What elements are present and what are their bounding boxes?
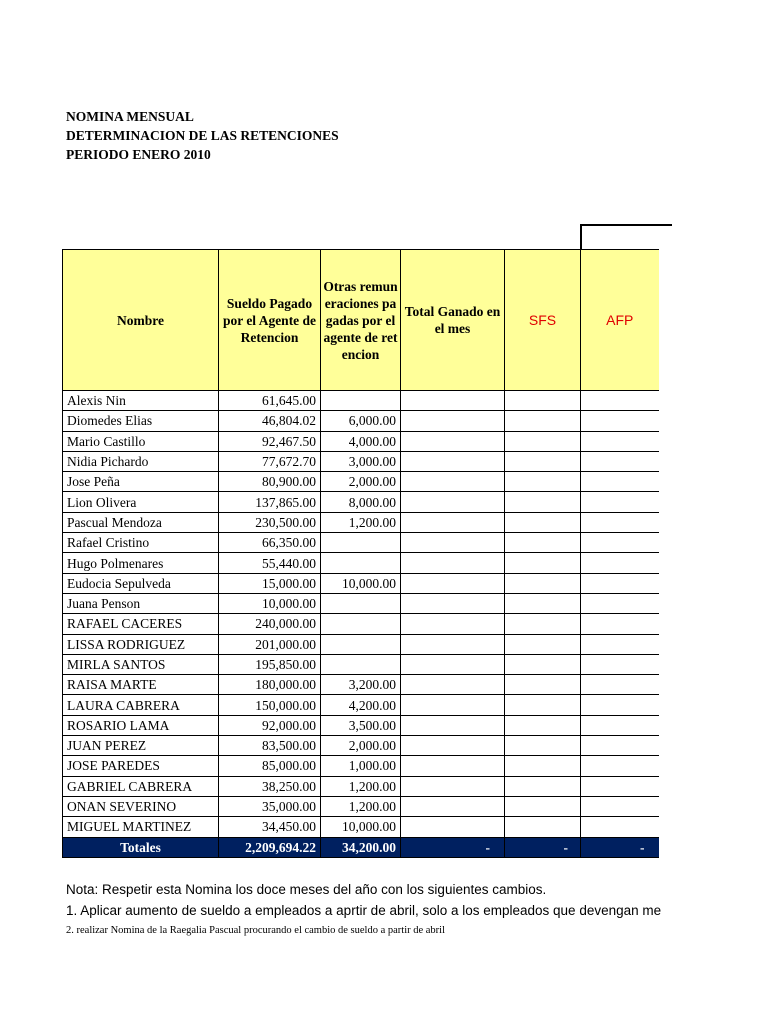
cell-nombre[interactable]: JUAN PEREZ <box>63 736 219 756</box>
table-row <box>63 695 659 715</box>
cell-otras[interactable]: 2,000.00 <box>321 472 401 492</box>
table-row <box>63 776 659 796</box>
header-nombre[interactable]: Nombre <box>63 250 219 391</box>
cell-sueldo[interactable]: 201,000.00 <box>219 634 321 654</box>
cell-otras[interactable]: 1,000.00 <box>321 756 401 776</box>
table-row <box>63 654 659 674</box>
cell-total[interactable] <box>401 736 505 756</box>
cell-border-fragment <box>580 224 672 252</box>
cell-sfs[interactable] <box>505 451 581 471</box>
cell-nombre[interactable]: Lion Olivera <box>63 492 219 512</box>
cell-sfs[interactable] <box>505 695 581 715</box>
cell-otras[interactable]: 1,200.00 <box>321 796 401 816</box>
cell-sueldo[interactable]: 55,440.00 <box>219 553 321 573</box>
cell-sfs[interactable] <box>505 391 581 411</box>
cell-otras[interactable]: 3,200.00 <box>321 675 401 695</box>
cell-nombre[interactable]: Rafael Cristino <box>63 533 219 553</box>
cell-sfs[interactable] <box>505 675 581 695</box>
cell-sfs[interactable] <box>505 512 581 532</box>
cell-otras[interactable] <box>321 654 401 674</box>
table-row <box>63 391 659 411</box>
cell-nombre[interactable]: GABRIEL CABRERA <box>63 776 219 796</box>
cell-otras[interactable]: 4,000.00 <box>321 431 401 451</box>
table-row <box>63 593 659 613</box>
cell-sueldo[interactable]: 195,850.00 <box>219 654 321 674</box>
cell-afp[interactable] <box>581 614 659 634</box>
cell-sueldo[interactable]: 34,450.00 <box>219 817 321 837</box>
report-title <box>66 107 339 164</box>
table-row <box>63 756 659 776</box>
cell-nombre[interactable]: Hugo Polmenares <box>63 553 219 573</box>
totals-label[interactable]: Totales <box>63 837 219 857</box>
cell-otras[interactable]: 8,000.00 <box>321 492 401 512</box>
cell-otras[interactable]: 1,200.00 <box>321 512 401 532</box>
header-sueldo[interactable]: Sueldo Pagado por el Agente de Retencion <box>219 250 321 391</box>
cell-total[interactable] <box>401 391 505 411</box>
table-row <box>63 634 659 654</box>
table-row <box>63 431 659 451</box>
table-row <box>63 472 659 492</box>
header-otras[interactable]: Otras remuneraciones pagadas por el agente de retencion <box>321 250 401 391</box>
cell-sfs[interactable] <box>505 492 581 512</box>
cell-afp[interactable] <box>581 796 659 816</box>
cell-sfs[interactable] <box>505 593 581 613</box>
cell-otras[interactable] <box>321 391 401 411</box>
cell-afp[interactable] <box>581 736 659 756</box>
cell-sfs[interactable] <box>505 756 581 776</box>
cell-sueldo[interactable]: 180,000.00 <box>219 675 321 695</box>
cell-otras[interactable] <box>321 533 401 553</box>
cell-sueldo[interactable]: 15,000.00 <box>219 573 321 593</box>
cell-sueldo[interactable]: 35,000.00 <box>219 796 321 816</box>
cell-total[interactable] <box>401 715 505 735</box>
cell-sfs[interactable] <box>505 472 581 492</box>
cell-sfs[interactable] <box>505 817 581 837</box>
cell-otras[interactable]: 10,000.00 <box>321 573 401 593</box>
cell-total[interactable] <box>401 593 505 613</box>
cell-afp[interactable] <box>581 492 659 512</box>
cell-sfs[interactable] <box>505 411 581 431</box>
cell-total[interactable] <box>401 451 505 471</box>
cell-sueldo[interactable]: 80,900.00 <box>219 472 321 492</box>
cell-afp[interactable] <box>581 573 659 593</box>
header-sfs[interactable]: SFS <box>505 250 581 391</box>
cell-otras[interactable]: 1,200.00 <box>321 776 401 796</box>
cell-sfs[interactable] <box>505 796 581 816</box>
cell-sfs[interactable] <box>505 715 581 735</box>
cell-otras[interactable] <box>321 634 401 654</box>
totals-otras[interactable]: 34,200.00 <box>321 837 401 857</box>
cell-nombre[interactable]: LAURA CABRERA <box>63 695 219 715</box>
cell-nombre[interactable]: Juana Penson <box>63 593 219 613</box>
cell-sfs[interactable] <box>505 573 581 593</box>
cell-sfs[interactable] <box>505 654 581 674</box>
cell-afp[interactable] <box>581 695 659 715</box>
cell-nombre[interactable]: Eudocia Sepulveda <box>63 573 219 593</box>
cell-nombre[interactable]: ONAN SEVERINO <box>63 796 219 816</box>
cell-total[interactable] <box>401 634 505 654</box>
table-row <box>63 817 659 837</box>
cell-sueldo[interactable]: 137,865.00 <box>219 492 321 512</box>
cell-total[interactable] <box>401 533 505 553</box>
cell-otras[interactable]: 6,000.00 <box>321 411 401 431</box>
table-row <box>63 614 659 634</box>
cell-nombre[interactable]: MIGUEL MARTINEZ <box>63 817 219 837</box>
cell-afp[interactable] <box>581 472 659 492</box>
payroll-table <box>62 249 659 858</box>
cell-total[interactable] <box>401 573 505 593</box>
cell-sfs[interactable] <box>505 614 581 634</box>
cell-otras[interactable]: 2,000.00 <box>321 736 401 756</box>
cell-sueldo[interactable]: 150,000.00 <box>219 695 321 715</box>
cell-total[interactable] <box>401 796 505 816</box>
totals-sueldo[interactable]: 2,209,694.22 <box>219 837 321 857</box>
cell-sueldo[interactable]: 83,500.00 <box>219 736 321 756</box>
cell-afp[interactable] <box>581 715 659 735</box>
table-row <box>63 715 659 735</box>
cell-otras[interactable]: 4,200.00 <box>321 695 401 715</box>
totals-afp[interactable]: - <box>581 837 659 857</box>
cell-sueldo[interactable]: 38,250.00 <box>219 776 321 796</box>
cell-sfs[interactable] <box>505 431 581 451</box>
cell-total[interactable] <box>401 492 505 512</box>
cell-total[interactable] <box>401 411 505 431</box>
cell-afp[interactable] <box>581 654 659 674</box>
title-line-1: NOMINA MENSUAL <box>66 109 194 124</box>
cell-total[interactable] <box>401 472 505 492</box>
cell-otras[interactable] <box>321 593 401 613</box>
cell-afp[interactable] <box>581 411 659 431</box>
table-row <box>63 411 659 431</box>
table-row <box>63 573 659 593</box>
cell-nombre[interactable]: Nidia Pichardo <box>63 451 219 471</box>
totals-sfs[interactable]: - <box>505 837 581 857</box>
cell-nombre[interactable]: ROSARIO LAMA <box>63 715 219 735</box>
cell-afp[interactable] <box>581 593 659 613</box>
title-line-3: PERIODO ENERO 2010 <box>66 147 211 162</box>
title-line-2: DETERMINACION DE LAS RETENCIONES <box>66 128 339 143</box>
cell-nombre[interactable]: Diomedes Elias <box>63 411 219 431</box>
cell-total[interactable] <box>401 614 505 634</box>
cell-afp[interactable] <box>581 391 659 411</box>
cell-sfs[interactable] <box>505 736 581 756</box>
header-total[interactable]: Total Ganado en el mes <box>401 250 505 391</box>
cell-afp[interactable] <box>581 776 659 796</box>
cell-sueldo[interactable]: 66,350.00 <box>219 533 321 553</box>
cell-otras[interactable] <box>321 553 401 573</box>
cell-total[interactable] <box>401 654 505 674</box>
cell-sueldo[interactable]: 10,000.00 <box>219 593 321 613</box>
cell-sueldo[interactable]: 77,672.70 <box>219 451 321 471</box>
cell-nombre[interactable]: JOSE PAREDES <box>63 756 219 776</box>
cell-otras[interactable]: 10,000.00 <box>321 817 401 837</box>
totals-row <box>63 837 659 857</box>
table-row <box>63 553 659 573</box>
cell-sueldo[interactable]: 240,000.00 <box>219 614 321 634</box>
cell-total[interactable] <box>401 817 505 837</box>
cell-nombre[interactable]: Jose Peña <box>63 472 219 492</box>
notes-section <box>66 880 661 940</box>
cell-total[interactable] <box>401 512 505 532</box>
cell-otras[interactable] <box>321 614 401 634</box>
cell-sueldo[interactable]: 85,000.00 <box>219 756 321 776</box>
cell-afp[interactable] <box>581 533 659 553</box>
cell-total[interactable] <box>401 553 505 573</box>
cell-afp[interactable] <box>581 634 659 654</box>
cell-sfs[interactable] <box>505 533 581 553</box>
note-line-2: 1. Aplicar aumento de sueldo a empleados a aprtir de abril, solo a los empleados que devengan me <box>66 903 662 918</box>
cell-otras[interactable]: 3,000.00 <box>321 451 401 471</box>
cell-afp[interactable] <box>581 756 659 776</box>
cell-nombre[interactable]: MIRLA SANTOS <box>63 654 219 674</box>
note-line-1: Nota: Respetir esta Nomina los doce meses del año con los siguientes cambios. <box>66 882 547 897</box>
table-row <box>63 451 659 471</box>
cell-afp[interactable] <box>581 553 659 573</box>
cell-total[interactable] <box>401 695 505 715</box>
table-row <box>63 796 659 816</box>
cell-nombre[interactable]: RAISA MARTE <box>63 675 219 695</box>
cell-nombre[interactable]: RAFAEL CACERES <box>63 614 219 634</box>
table-row <box>63 675 659 695</box>
cell-afp[interactable] <box>581 512 659 532</box>
cell-total[interactable] <box>401 431 505 451</box>
cell-sueldo[interactable]: 230,500.00 <box>219 512 321 532</box>
cell-nombre[interactable]: Pascual Mendoza <box>63 512 219 532</box>
cell-sfs[interactable] <box>505 776 581 796</box>
table-row <box>63 736 659 756</box>
cell-total[interactable] <box>401 776 505 796</box>
header-row <box>63 250 659 391</box>
note-line-3: 2. realizar Nomina de la Raegalia Pascual procurando el cambio de sueldo a partir de abril <box>66 925 446 936</box>
cell-sueldo[interactable]: 61,645.00 <box>219 391 321 411</box>
cell-nombre[interactable]: Mario Castillo <box>63 431 219 451</box>
cell-total[interactable] <box>401 675 505 695</box>
cell-afp[interactable] <box>581 451 659 471</box>
cell-total[interactable] <box>401 756 505 776</box>
cell-afp[interactable] <box>581 431 659 451</box>
header-afp[interactable]: AFP <box>581 250 659 391</box>
totals-total[interactable]: - <box>401 837 505 857</box>
cell-sfs[interactable] <box>505 634 581 654</box>
cell-afp[interactable] <box>581 675 659 695</box>
cell-sueldo[interactable]: 46,804.02 <box>219 411 321 431</box>
cell-sueldo[interactable]: 92,467.50 <box>219 431 321 451</box>
table-row <box>63 512 659 532</box>
table-row <box>63 492 659 512</box>
cell-afp[interactable] <box>581 817 659 837</box>
cell-nombre[interactable]: Alexis Nin <box>63 391 219 411</box>
cell-nombre[interactable]: LISSA RODRIGUEZ <box>63 634 219 654</box>
cell-sueldo[interactable]: 92,000.00 <box>219 715 321 735</box>
table-row <box>63 533 659 553</box>
cell-sfs[interactable] <box>505 553 581 573</box>
cell-otras[interactable]: 3,500.00 <box>321 715 401 735</box>
